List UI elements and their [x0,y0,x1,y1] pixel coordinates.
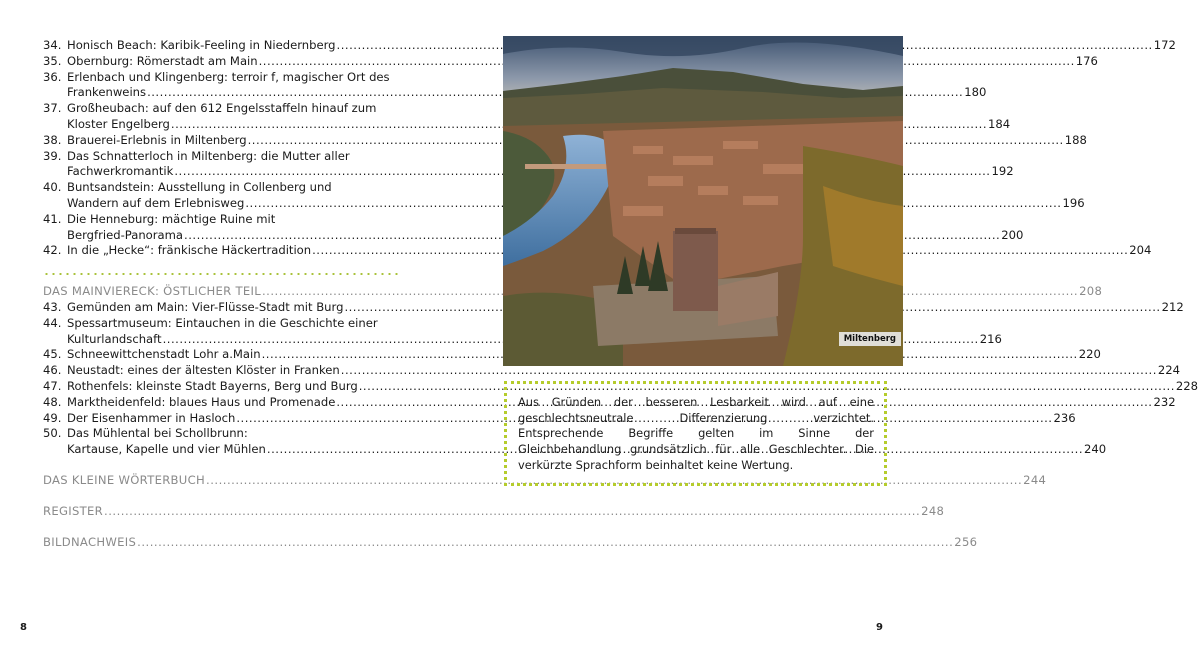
miltenberg-photo [503,36,903,366]
entry-number: 46. [43,363,62,378]
toc-list-west [43,38,1176,259]
entry-number: 37. [43,101,62,116]
toc-entry[interactable] [43,347,1101,363]
entry-title: Der Eisenhammer in Hasloch [67,410,236,425]
entry-title: Erlenbach und Klingenberg: terroir f, magischer Ort des [67,69,390,84]
entry-number: 44. [43,315,62,330]
entry-page: 220 [1078,347,1101,362]
section-title: BILDNACHWEIS [43,534,137,549]
entry-page: 228 [1175,378,1198,393]
entry-page: 216 [979,331,1002,346]
toc-entry[interactable] [43,148,1014,181]
section-page: 248 [921,503,945,518]
entry-title: Das Schnatterloch in Miltenberg: die Mutter aller [67,148,350,163]
entry-page: 192 [991,164,1014,179]
toc-section-credits[interactable] [43,534,978,551]
entry-title: Kartause, Kapelle und vier Mühlen [67,442,266,457]
section-title: DAS KLEINE WÖRTERBUCH [43,472,206,487]
entry-page: 240 [1084,442,1107,457]
entry-page: 212 [1161,299,1184,314]
entry-page: 200 [1001,227,1024,242]
entry-title: Neustadt: eines der ältesten Klöster in Franken [67,363,340,378]
entry-number: 45. [43,347,62,362]
entry-number: 48. [43,394,62,409]
entry-number: 49. [43,410,62,425]
entry-title: Honisch Beach: Karibik-Feeling in Niedernberg [67,38,336,52]
entry-title: Marktheidenfeld: blaues Haus und Promenade [67,394,336,409]
entry-page: 172 [1153,38,1176,52]
entry-number: 39. [43,148,62,163]
entry-number: 40. [43,180,62,195]
toc-entry[interactable] [43,426,1107,458]
entry-page: 188 [1064,132,1087,147]
entry-title: Rothenfels: kleinste Stadt Bayerns, Berg und Burg [67,378,358,393]
toc-entry[interactable] [43,363,1181,379]
toc-entry[interactable] [43,180,1085,212]
entry-title: In die „Hecke“: fränkische Häckertradition [67,243,312,258]
entry-title: Kloster Engelberg [67,116,170,131]
entry-title: Gemünden am Main: Vier-Flüsse-Stadt mit Burg [67,299,344,314]
photo-caption: Miltenberg [839,332,901,346]
entry-number: 36. [43,69,62,84]
toc-entry[interactable] [43,101,1011,133]
toc-entry[interactable] [43,299,1184,316]
toc-entry[interactable] [43,53,1098,70]
entry-title: Obernburg: Römerstadt am Main [67,53,258,68]
entry-title: Spessartmuseum: Eintauchen in die Geschichte einer [67,315,378,330]
right-page [451,0,903,648]
entry-number: 41. [43,211,62,226]
section-title: DAS MAINVIERECK: ÖSTLICHER TEIL [43,284,261,299]
entry-title: Das Mühlental bei Schollbrunn: [67,426,248,441]
entry-title: Frankenweins [67,85,147,100]
toc-entry[interactable] [43,243,1152,259]
entry-number: 50. [43,426,62,441]
entry-number: 43. [43,299,62,314]
entry-page: 184 [988,116,1011,131]
entry-number: 34. [43,38,62,52]
toc-entry[interactable] [43,410,1076,427]
entry-title: Brauerei-Erlebnis in Miltenberg [67,132,247,147]
entry-page: 224 [1157,363,1181,378]
entry-page: 196 [1062,195,1085,210]
entry-title: Fachwerkromantik [67,164,174,179]
section-title: REGISTER [43,503,104,518]
gender-notice-box: Aus Gründen der besseren Lesbarkeit wird auf eine geschlechtsneutrale Differenzierung verzichtet. Entsprechende Begriffe gelten im Sinne der Gleichbehandlung grundsätzlich für alle Geschlechter. Die verkürzte Sprachform beinhaltet keine Wertung. [504,381,887,486]
section-page: 244 [1023,472,1047,487]
entry-page: 232 [1153,394,1176,409]
toc-entry[interactable] [43,132,1087,149]
entry-number: 42. [43,243,62,258]
entry-page: 204 [1129,243,1152,258]
entry-title: Bergfried-Panorama [67,227,184,242]
toc-entry[interactable] [43,378,1198,395]
entry-title: Wandern auf dem Erlebnisweg [67,195,245,210]
toc-section-dictionary[interactable] [43,472,1047,489]
page-number-right: 9 [876,622,883,633]
dotted-separator [43,273,401,275]
entry-title: Großheubach: auf den 612 Engelsstaffeln hinauf zum [67,101,377,116]
entry-title: Die Henneburg: mächtige Ruine mit [67,211,276,226]
entry-number: 35. [43,53,62,68]
entry-title: Schneewittchenstadt Lohr a.Main [67,347,261,362]
entry-number: 47. [43,378,62,393]
entry-page: 180 [964,85,987,100]
entry-page: 176 [1075,53,1098,68]
section-page: 208 [1079,284,1103,299]
section-page: 256 [954,534,978,549]
entry-number: 38. [43,132,62,147]
aerial-town-image [503,36,903,366]
entry-title: Kulturlandschaft [67,331,162,346]
toc-entry[interactable] [43,394,1176,411]
entry-title: Buntsandstein: Ausstellung in Collenberg und [67,180,332,195]
entry-page: 236 [1053,410,1076,425]
toc-section-east[interactable] [43,284,1103,300]
page-number-left: 8 [20,622,27,633]
toc-entry[interactable] [43,211,1024,244]
toc-section-register[interactable] [43,503,945,520]
toc-entry[interactable] [43,69,987,102]
toc-entry[interactable] [43,38,1176,54]
